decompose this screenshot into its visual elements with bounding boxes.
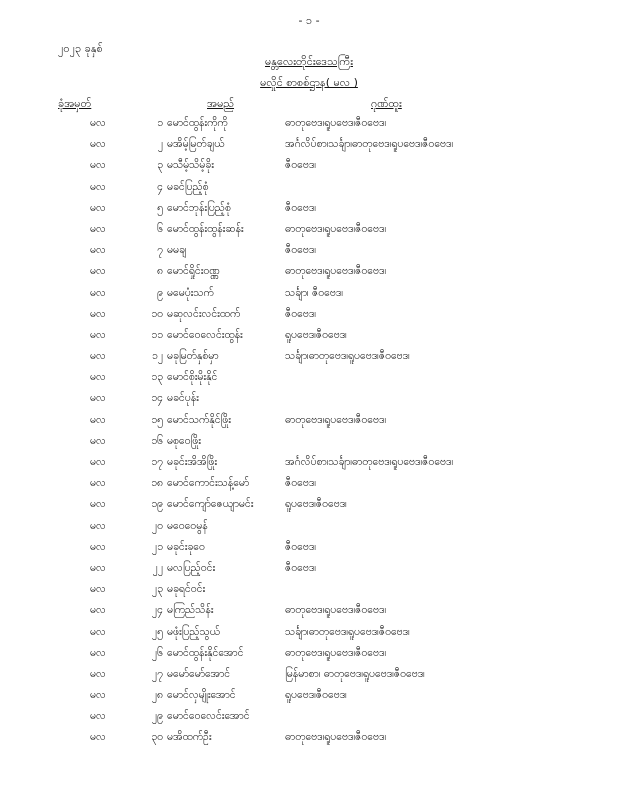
row-code: မလ [90,159,106,172]
table-row [0,284,618,305]
student-name: မောင်ဘုန်းပြည့်စုံ [167,201,231,214]
row-code: မလ [90,731,106,744]
row-number: ၁၁ [151,328,163,341]
table-row [0,178,618,199]
student-name: မောင်လှမျိုးအောင် [167,689,236,702]
student-name: မမေပုံးသက် [167,286,214,299]
row-number: ၂၀ [151,519,163,532]
table-row [0,644,618,665]
distinction-subjects: ဓာတုဗေဒ၊ရူပဗေဒ၊ဇီဝဗေဒ၊ [285,117,387,129]
row-code: မလ [90,413,106,426]
row-code: မလ [90,201,106,214]
student-name: မမချ [167,244,187,257]
row-number: ၁၆ [151,434,163,447]
student-name: မောင်ကောင်းသန့်မော် [167,477,250,490]
student-name: မခုင်းခုဝေ [167,540,205,553]
distinction-subjects: ဓာတုဗေဒ၊ရူပဗေဒ၊ဇီဝဗေဒ၊ [285,731,387,744]
column-header-name: အမည် [207,97,235,110]
table-row [0,686,618,707]
row-code: မလ [90,222,106,235]
row-number: ၂၁ [151,540,163,553]
column-header-code: ခုံအမှတ် [58,97,92,110]
row-number: ၄ [157,180,163,193]
row-code: မလ [90,689,106,702]
student-name: မခင်ပုန်း [167,392,199,405]
row-number: ၂၈ [151,689,163,702]
region-title: မန္တလေးတိုင်းဒေသကြီး [265,55,353,68]
row-code: မလ [90,392,106,405]
table-row [0,220,618,241]
student-name: မခုမြတ်နှစ်မှာ [167,350,219,363]
table-header [0,97,618,113]
row-code: မလ [90,646,106,659]
table-row [0,728,618,749]
row-number: ၁၂ [151,350,163,363]
distinction-subjects: အင်္ဂလိပ်စာ၊သင်္ချာ၊ဓာတုဗေဒ၊ရူပဗေဒ၊ဇီဝဗေဒ၊ [285,456,454,468]
row-code: မလ [90,138,106,151]
results-list [0,114,618,750]
distinction-subjects: ဇီဝဗေဒ၊ [285,477,316,490]
table-row [0,305,618,326]
row-code: မလ [90,180,106,193]
row-number: ၃၀ [151,731,163,744]
row-number: ၁၄ [151,392,163,405]
table-row [0,262,618,283]
distinction-subjects: ဇီဝဗေဒ၊ [285,201,316,214]
row-code: မလ [90,371,106,384]
distinction-subjects: ဇီဝဗေဒ၊ [285,307,316,320]
row-code: မလ [90,328,106,341]
student-name: မောင်ဝေလေင်းအောင် [167,710,250,723]
row-number: ၁၉ [151,498,163,511]
row-number: ၂၆ [151,646,163,659]
table-row [0,580,618,601]
exam-center-title: မလှိုင် စာစစ်ဌာန( မလ ) [260,76,358,89]
row-code: မလ [90,561,106,574]
table-row [0,707,618,728]
row-number: ၂၂ [152,561,163,574]
table-row [0,623,618,644]
distinction-subjects: ရူပဗေဒ၊ဇီဝဗေဒ၊ [285,689,347,702]
distinction-subjects: ဇီဝဗေဒ၊ [285,159,316,172]
table-row [0,199,618,220]
row-code: မလ [90,498,106,511]
row-number: ၆ [157,222,163,235]
distinction-subjects: ဓာတုဗေဒ၊ရူပဗေဒ၊ဇီဝဗေဒ၊ [285,222,387,235]
row-number: ၂ [157,138,163,151]
row-code: မလ [90,604,106,617]
table-row [0,559,618,580]
exam-year: ၂၀၂၃ ခုနှစ် [58,42,103,55]
table-row [0,474,618,495]
student-name: မောင်ထွန်းနိုင်အောင် [167,646,244,659]
distinction-subjects: သင်္ချာ၊ဓာတုဗေဒ၊ရူပဗေဒ၊ဇီဝဗေဒ၊ [285,625,410,638]
table-row [0,326,618,347]
distinction-subjects: ဓာတုဗေဒ၊ရူပဗေဒ၊ဇီဝဗေဒ၊ [285,413,387,426]
distinction-subjects: ရူပဗေဒ၊ဇီဝဗေဒ၊ [285,328,347,341]
distinction-subjects: ဓာတုဗေဒ၊ရူပဗေဒ၊ဇီဝဗေဒ၊ [285,646,387,659]
student-name: မောင်ကျော်ဇေယျာမင်း [167,498,254,511]
row-number: ၁၈ [151,477,163,490]
row-number: ၂၇ [151,667,163,680]
distinction-subjects: သင်္ချာ၊ ဇီဝဗေဒ၊ [285,286,344,299]
table-row [0,495,618,516]
row-code: မလ [90,710,106,723]
row-code: မလ [90,307,106,320]
row-code: မလ [90,434,106,447]
table-row [0,665,618,686]
student-name: မောင်စိုးမိုးနိုင် [167,371,218,384]
row-number: ၁၅ [151,413,163,426]
student-name: မခုရင်ဝင်း [167,583,206,596]
row-number: ၉ [157,286,163,299]
row-code: မလ [90,456,106,468]
table-row [0,432,618,453]
row-code: မလ [90,625,106,638]
row-code: မလ [90,540,106,553]
student-name: မဝေဝေမွန် [167,519,208,532]
row-code: မလ [90,265,106,278]
distinction-subjects: ရူပဗေဒ၊ဇီဝဗေဒ၊ [285,498,347,511]
student-name: မအိမ့်မြတ်ချယ် [167,138,225,151]
row-code: မလ [90,477,106,490]
table-row [0,517,618,538]
row-number: ၂၉ [151,710,163,723]
table-row [0,156,618,177]
row-code: မလ [90,286,106,299]
student-name: မခုင်းအိအိဖြိုး [167,456,218,468]
distinction-subjects: ဓာတုဗေဒ၊ရူပဗေဒ၊ဇီဝဗေဒ၊ [285,265,387,278]
table-row [0,389,618,410]
table-row [0,114,618,135]
student-name: မကြည်သိန်း [167,604,214,617]
row-number: ၈ [157,265,163,278]
student-name: မစုဝေဖြိုး [167,434,201,447]
distinction-subjects: အင်္ဂလိပ်စာ၊သင်္ချာ၊ဓာတုဗေဒ၊ရူပဗေဒ၊ဇီဝဗေဒ၊ [285,138,454,151]
table-row [0,601,618,622]
student-name: မဖုံးပြည့်သွယ် [167,625,220,638]
row-number: ၁၀ [151,307,163,320]
student-name: မခင်ပြည့်စုံ [167,180,209,193]
row-number: ၂၃ [151,583,163,596]
row-code: မလ [90,519,106,532]
column-header-subject: ဂုဏ်ထူး [371,97,402,110]
student-name: မသီမ့်သိမ့်ခိုး [167,159,214,172]
row-number: ၇ [157,244,163,257]
distinction-subjects: ဇီဝဗေဒ၊ [285,244,316,257]
row-number: ၅ [157,201,163,214]
distinction-subjects: ဇီဝဗေဒ၊ [285,561,316,574]
distinction-subjects: ဓာတုဗေဒ၊ရူပဗေဒ၊ဇီဝဗေဒ၊ [285,604,387,617]
table-row [0,538,618,559]
student-name: မောင်ထွန်းထွန်းဆန်း [167,222,244,235]
table-row [0,411,618,432]
table-row [0,453,618,474]
student-name: မလပြည့်ဝင်း [167,561,216,574]
distinction-subjects: မြန်မာစာ၊ ဓာတုဗေဒ၊ရူပဗေဒ၊ဇီဝဗေဒ၊ [285,667,425,680]
student-name: မဆုလင်းလင်းထက် [167,307,241,320]
table-row [0,135,618,156]
row-number: ၁၃ [151,371,163,384]
row-code: မလ [90,117,106,129]
row-number: ၃ [157,159,163,172]
row-number: ၂၄ [151,604,163,617]
student-name: မအိထက်ဦး [167,731,212,744]
table-row [0,241,618,262]
row-number: ၁ [157,117,163,129]
row-code: မလ [90,244,106,257]
page-number: - ၁ - [298,14,320,27]
student-name: မောင်ရှိုင်းဝဏ္ဏ [167,265,220,278]
student-name: မောင်ဝေလေင်းထွန်း [167,328,243,341]
row-code: မလ [90,583,106,596]
table-row [0,368,618,389]
table-row [0,347,618,368]
row-number: ၂၅ [151,625,163,638]
row-number: ၁၇ [151,456,163,468]
student-name: မောင်ထွန်းကိုကို [167,117,228,129]
row-code: မလ [90,667,106,680]
distinction-subjects: ဇီဝဗေဒ၊ [285,540,316,553]
distinction-subjects: သင်္ချာ၊ဓာတုဗေဒ၊ရူပဗေဒ၊ဇီဝဗေဒ၊ [285,350,410,363]
student-name: မမော်မော်အောင် [167,667,231,680]
row-code: မလ [90,350,106,363]
student-name: မောင်သက်နိုင်ဖြိုး [167,413,231,426]
